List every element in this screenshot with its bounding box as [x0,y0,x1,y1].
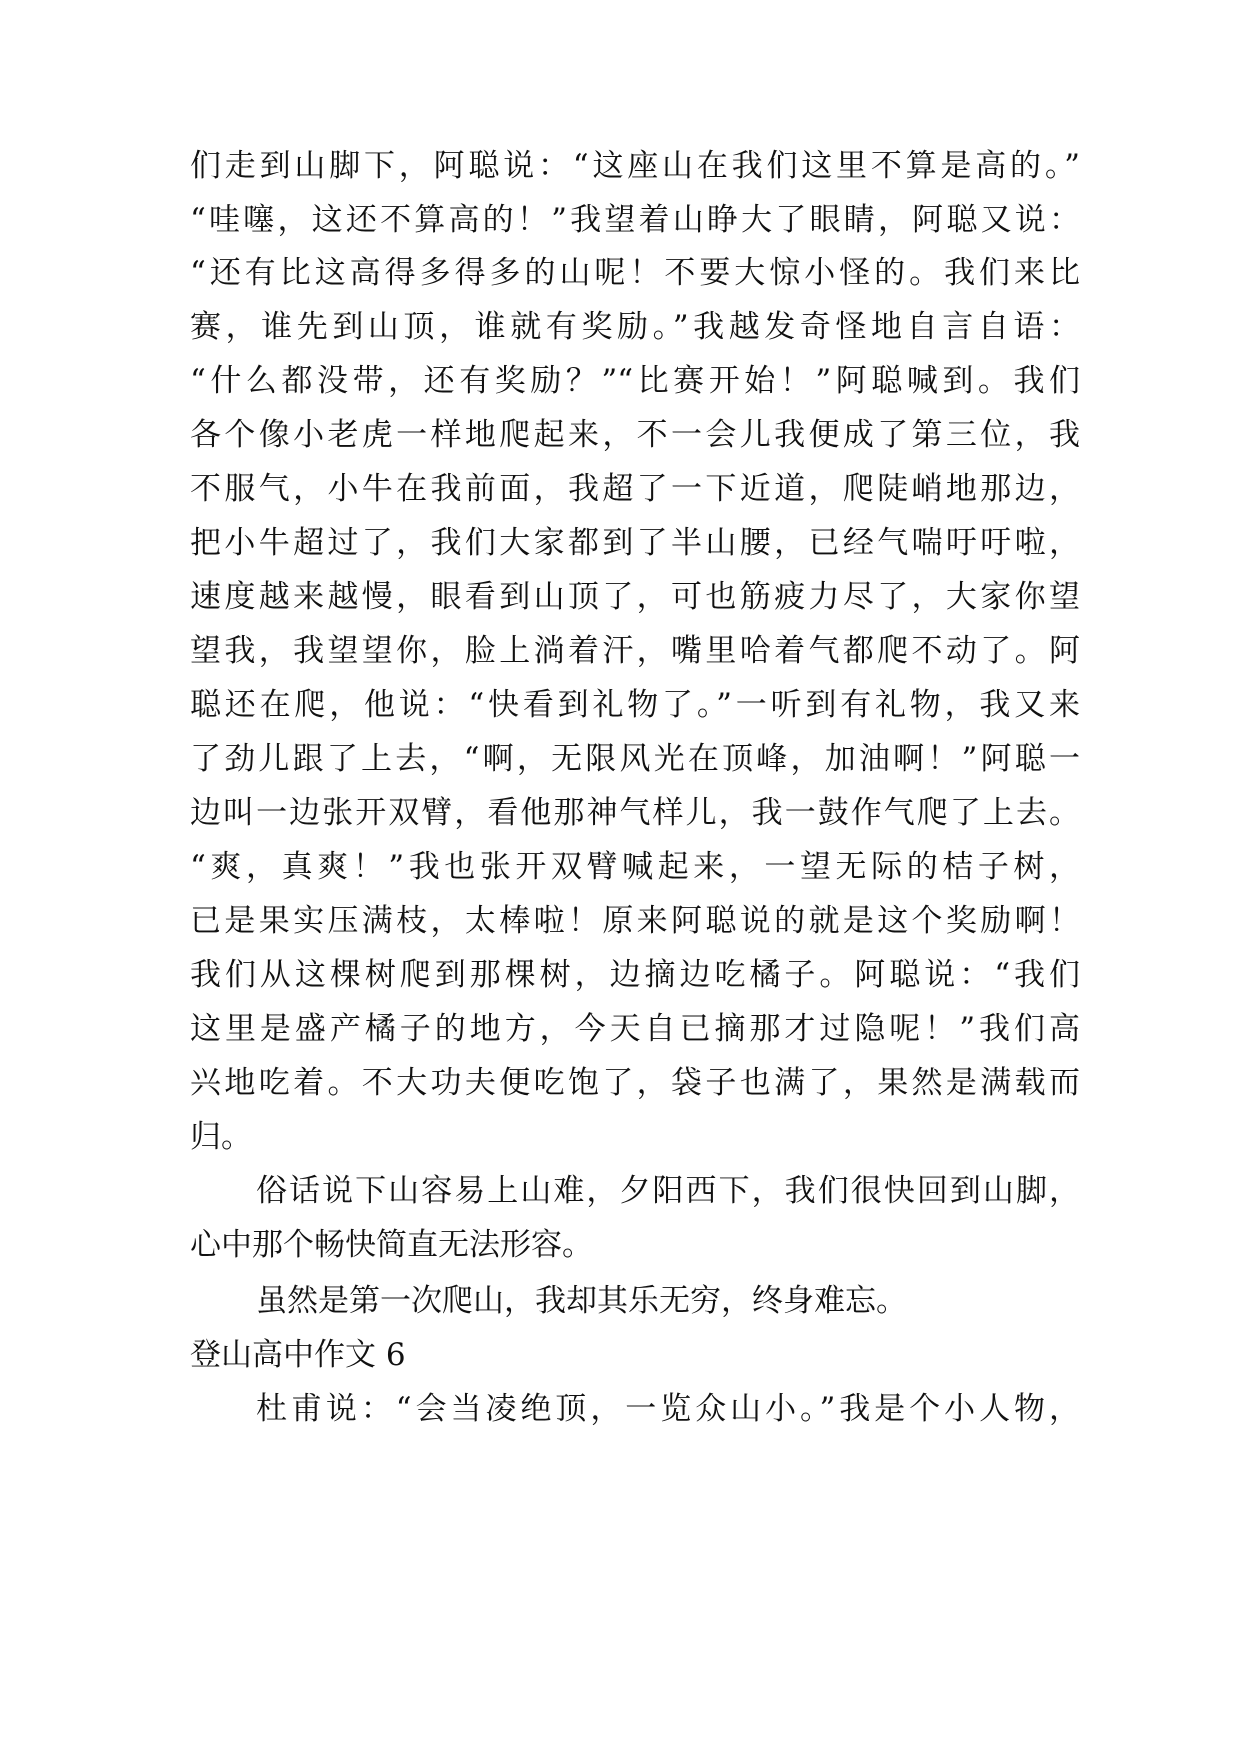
text-line: 赛，谁先到山顶，谁就有奖励。”我越发奇怪地自言自语： [190,309,1080,345]
text-line: 心中那个畅快简直无法形容。 [190,1227,593,1263]
text-line: 把小牛超过了，我们大家都到了半山腰，已经气喘吁吁啦， [190,525,1080,561]
text-line: 边叫一边张开双臂，看他那神气样儿，我一鼓作气爬了上去。 [190,795,1080,831]
text-line: “什么都没带，还有奖励？”“比赛开始！”阿聪喊到。我们 [190,363,1080,399]
text-line: “哇噻，这还不算高的！”我望着山睁大了眼睛，阿聪又说： [190,202,1080,238]
text-line: 虽然是第一次爬山，我却其乐无穷，终身难忘。 [256,1283,907,1319]
text-line: 速度越来越慢，眼看到山顶了，可也筋疲力尽了，大家你望 [190,579,1080,615]
section-heading: 登山高中作文 6 [190,1337,406,1373]
text-line: 们走到山脚下，阿聪说：“这座山在我们这里不算是高的。” [190,148,1080,184]
text-line: 不服气，小牛在我前面，我超了一下近道，爬陡峭地那边， [190,471,1080,507]
text-line: 归。 [190,1119,252,1155]
text-line: 望我，我望望你，脸上淌着汗，嘴里哈着气都爬不动了。阿 [190,633,1080,669]
text-line: 已是果实压满枝，太棒啦！原来阿聪说的就是这个奖励啊！ [190,903,1080,939]
text-line: “爽，真爽！”我也张开双臂喊起来，一望无际的桔子树， [190,849,1080,885]
text-line: 这里是盛产橘子的地方，今天自已摘那才过隐呢！”我们高 [190,1011,1080,1047]
text-line: 杜甫说：“会当凌绝顶，一览众山小。”我是个小人物， [256,1391,1080,1427]
text-line: 兴地吃着。不大功夫便吃饱了，袋子也满了，果然是满载而 [190,1065,1080,1101]
text-line: 各个像小老虎一样地爬起来，不一会儿我便成了第三位，我 [190,417,1080,453]
text-line: “还有比这高得多得多的山呢！不要大惊小怪的。我们来比 [190,255,1080,291]
text-line: 聪还在爬，他说：“快看到礼物了。”一听到有礼物，我又来 [190,687,1080,723]
text-line: 了劲儿跟了上去，“啊，无限风光在顶峰，加油啊！”阿聪一 [190,741,1080,777]
text-line: 我们从这棵树爬到那棵树，边摘边吃橘子。阿聪说：“我们 [190,957,1080,993]
text-line: 俗话说下山容易上山难，夕阳西下，我们很快回到山脚， [256,1173,1080,1209]
